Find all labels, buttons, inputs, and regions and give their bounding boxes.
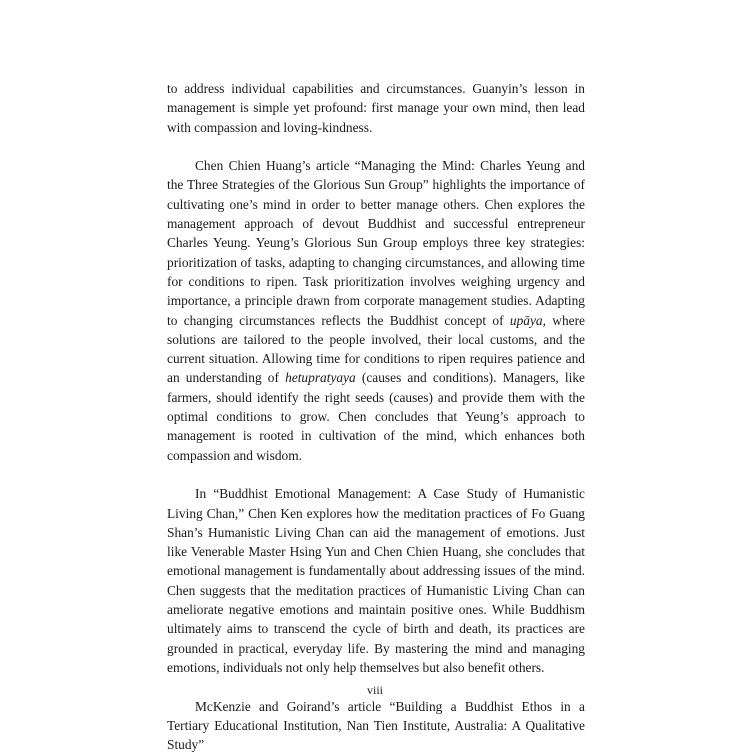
paragraph-chen-ken: In “Buddhist Emotional Management: A Case Study of Humanistic Living Chan,” Chen Ken explores how the meditation practices of Fo Guang Shan’s Humanistic Living Chan can aid the management of emotions. Just like Venerable Master Hsing Yun and Chen Chien Huang, she concludes that emotional management is fundamentally about addressing issues of the mind. Chen suggests that the meditation practices of Humanistic Living Chan can ameliorate negative emotions and maintain positive ones. While Buddhism ultimately aims to transcend the cycle of birth and death, its practices are grounded in practical, everyday life. By mastering the mind and managing emotions, individuals not only help themselves but also benefit others.: [167, 484, 585, 677]
term-hetupratyaya: hetupratyaya: [285, 370, 356, 385]
paragraph-text-segment: where solutions are tailored to the people involved, their local customs, and the current situation. Allowing time for conditions to ripen requires patience and an understanding of: [167, 313, 585, 386]
paragraph-text-segment: Chen Chien Huang’s article “Managing the Mind: Charles Yeung and the Three Strategies of the Glorious Sun Group” highlights the importance of cultivating one’s mind in order to better manage others. Chen explores the management approach of devout Buddhist and successful entrepreneur Charles Yeung. Yeung’s Glorious Sun Group employs three key strategies: prioritization of tasks, adapting to changing circumstances, and allowing time for conditions to ripen. Task prioritization involves weighing urgency and importance, a principle drawn from corporate management studies. Adapting to changing circumstances reflects the Buddhist concept of: [167, 158, 585, 327]
paragraph-chen-chien-huang: [167, 156, 585, 465]
term-upaya: upāya,: [510, 313, 546, 328]
paragraph-text-segment: (causes and conditions). Managers, like farmers, should identify the right seeds (causes) and provide them with the optimal conditions to grow. Chen concludes that Yeung’s approach to management is rooted in cultivation of the mind, which enhances both compassion and wisdom.: [167, 370, 585, 462]
body-text: [167, 79, 585, 754]
paragraph-guanyin-conclusion: to address individual capabilities and circumstances. Guanyin’s lesson in management is simple yet profound: first manage your own mind, then lead with compassion and loving-kindness.: [167, 79, 585, 137]
page-number: viii: [0, 683, 750, 698]
paragraph-mckenzie-goirand: McKenzie and Goirand’s article “Building a Buddhist Ethos in a Tertiary Educational Institution, Nan Tien Institute, Australia: A Qualitative Study”: [167, 697, 585, 754]
